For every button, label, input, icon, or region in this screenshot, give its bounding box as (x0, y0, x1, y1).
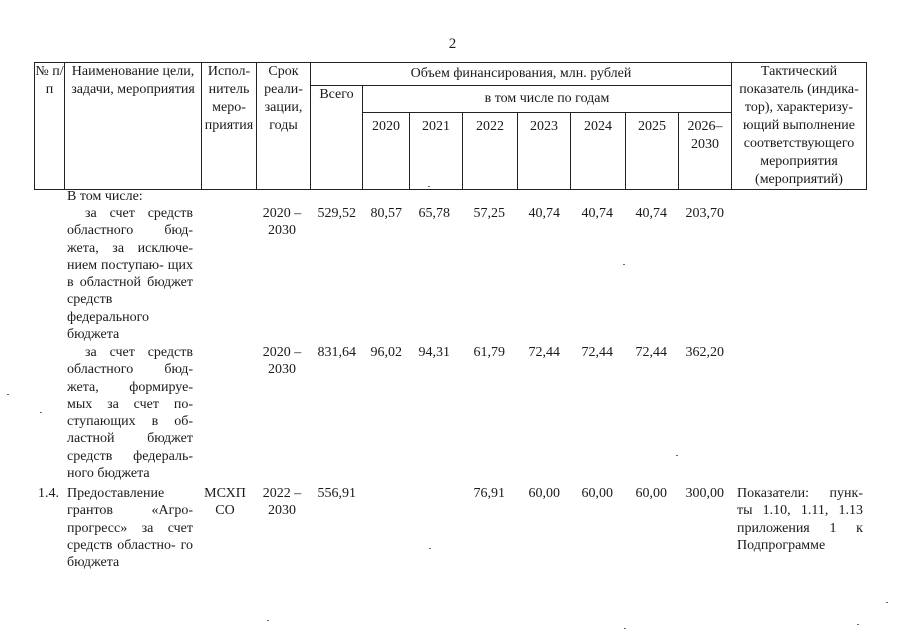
header-year-2021: 2021 (410, 113, 463, 190)
row3-executor: МСХП СО (204, 486, 246, 519)
header-total: Всего (311, 86, 363, 190)
row1-2024: 40,74 (581, 206, 613, 221)
row2-term: 2020 – 2030 (262, 345, 302, 378)
row3-2024: 60,00 (581, 486, 613, 501)
header-name: Наименование цели, задачи, мероприятия (65, 63, 202, 190)
scan-speck (676, 455, 678, 456)
row2-2026-2030: 362,20 (685, 345, 724, 360)
row1-2026-2030: 203,70 (685, 206, 724, 221)
row3-term: 2022 – 2030 (262, 486, 302, 519)
header-no: № п/п (35, 63, 65, 190)
table-header (34, 62, 867, 190)
header-indicator: Тактический показатель (индика- тор), характеризу- ющий выполнение соответствующего мероприятия (мероприятий) (732, 63, 867, 190)
row2-name: за счет средств областного бюд- жета, формируе- мых за счет по- ступающих в об- ластной бюджет средств федераль- ного бюджета (67, 345, 193, 482)
row3-2025: 60,00 (635, 486, 667, 501)
row1-2023: 40,74 (528, 206, 560, 221)
row1-2021: 65,78 (418, 206, 450, 221)
row2-2021: 94,31 (418, 345, 450, 360)
header-by-years: в том числе по годам (363, 86, 732, 113)
scan-speck (857, 624, 859, 625)
row1-2022: 57,25 (473, 206, 505, 221)
header-year-2024: 2024 (571, 113, 626, 190)
row1-term: 2020 – 2030 (262, 206, 302, 239)
scan-speck (267, 620, 269, 621)
page-number: 2 (448, 36, 457, 52)
incl-label: В том числе: (67, 189, 143, 204)
row2-2025: 72,44 (635, 345, 667, 360)
scan-speck (40, 412, 42, 413)
header-year-2026-2030: 2026–2030 (679, 113, 732, 190)
header-year-2022: 2022 (463, 113, 518, 190)
row1-2025: 40,74 (635, 206, 667, 221)
scan-speck (7, 394, 9, 395)
row3-no: 1.4. (38, 486, 59, 501)
row2-2022: 61,79 (473, 345, 505, 360)
row1-2020: 80,57 (370, 206, 402, 221)
scan-speck (624, 628, 626, 629)
scan-speck (886, 602, 888, 603)
row3-indicator: Показатели: пунк- ты 1.10, 1.11, 1.13 приложения 1 к Подпрограмме (737, 486, 863, 553)
header-term: Срок реали- зации, годы (257, 63, 311, 190)
row2-2024: 72,44 (581, 345, 613, 360)
header-year-2023: 2023 (518, 113, 571, 190)
row3-2026-2030: 300,00 (685, 486, 724, 501)
row3-name: Предоставление грантов «Агро- прогресс» за счет средств областно- го бюджета (67, 486, 193, 571)
row3-total: 556,91 (317, 486, 356, 501)
scan-speck (429, 548, 431, 549)
scan-speck (428, 186, 430, 187)
row3-2022: 76,91 (473, 486, 505, 501)
row1-total: 529,52 (317, 206, 356, 221)
header-year-2020: 2020 (363, 113, 410, 190)
header-year-2025: 2025 (626, 113, 679, 190)
row2-2023: 72,44 (528, 345, 560, 360)
header-executor: Испол- нитель меро- приятия (202, 63, 257, 190)
row2-total: 831,64 (317, 345, 356, 360)
header-funding: Объем финансирования, млн. рублей (311, 63, 732, 86)
row3-2023: 60,00 (528, 486, 560, 501)
row1-name: за счет средств областного бюд- жета, за исключе- нием поступаю- щих в областной бюджет средств федерального бюджета (67, 206, 193, 343)
scan-speck (623, 264, 625, 265)
row2-2020: 96,02 (370, 345, 402, 360)
